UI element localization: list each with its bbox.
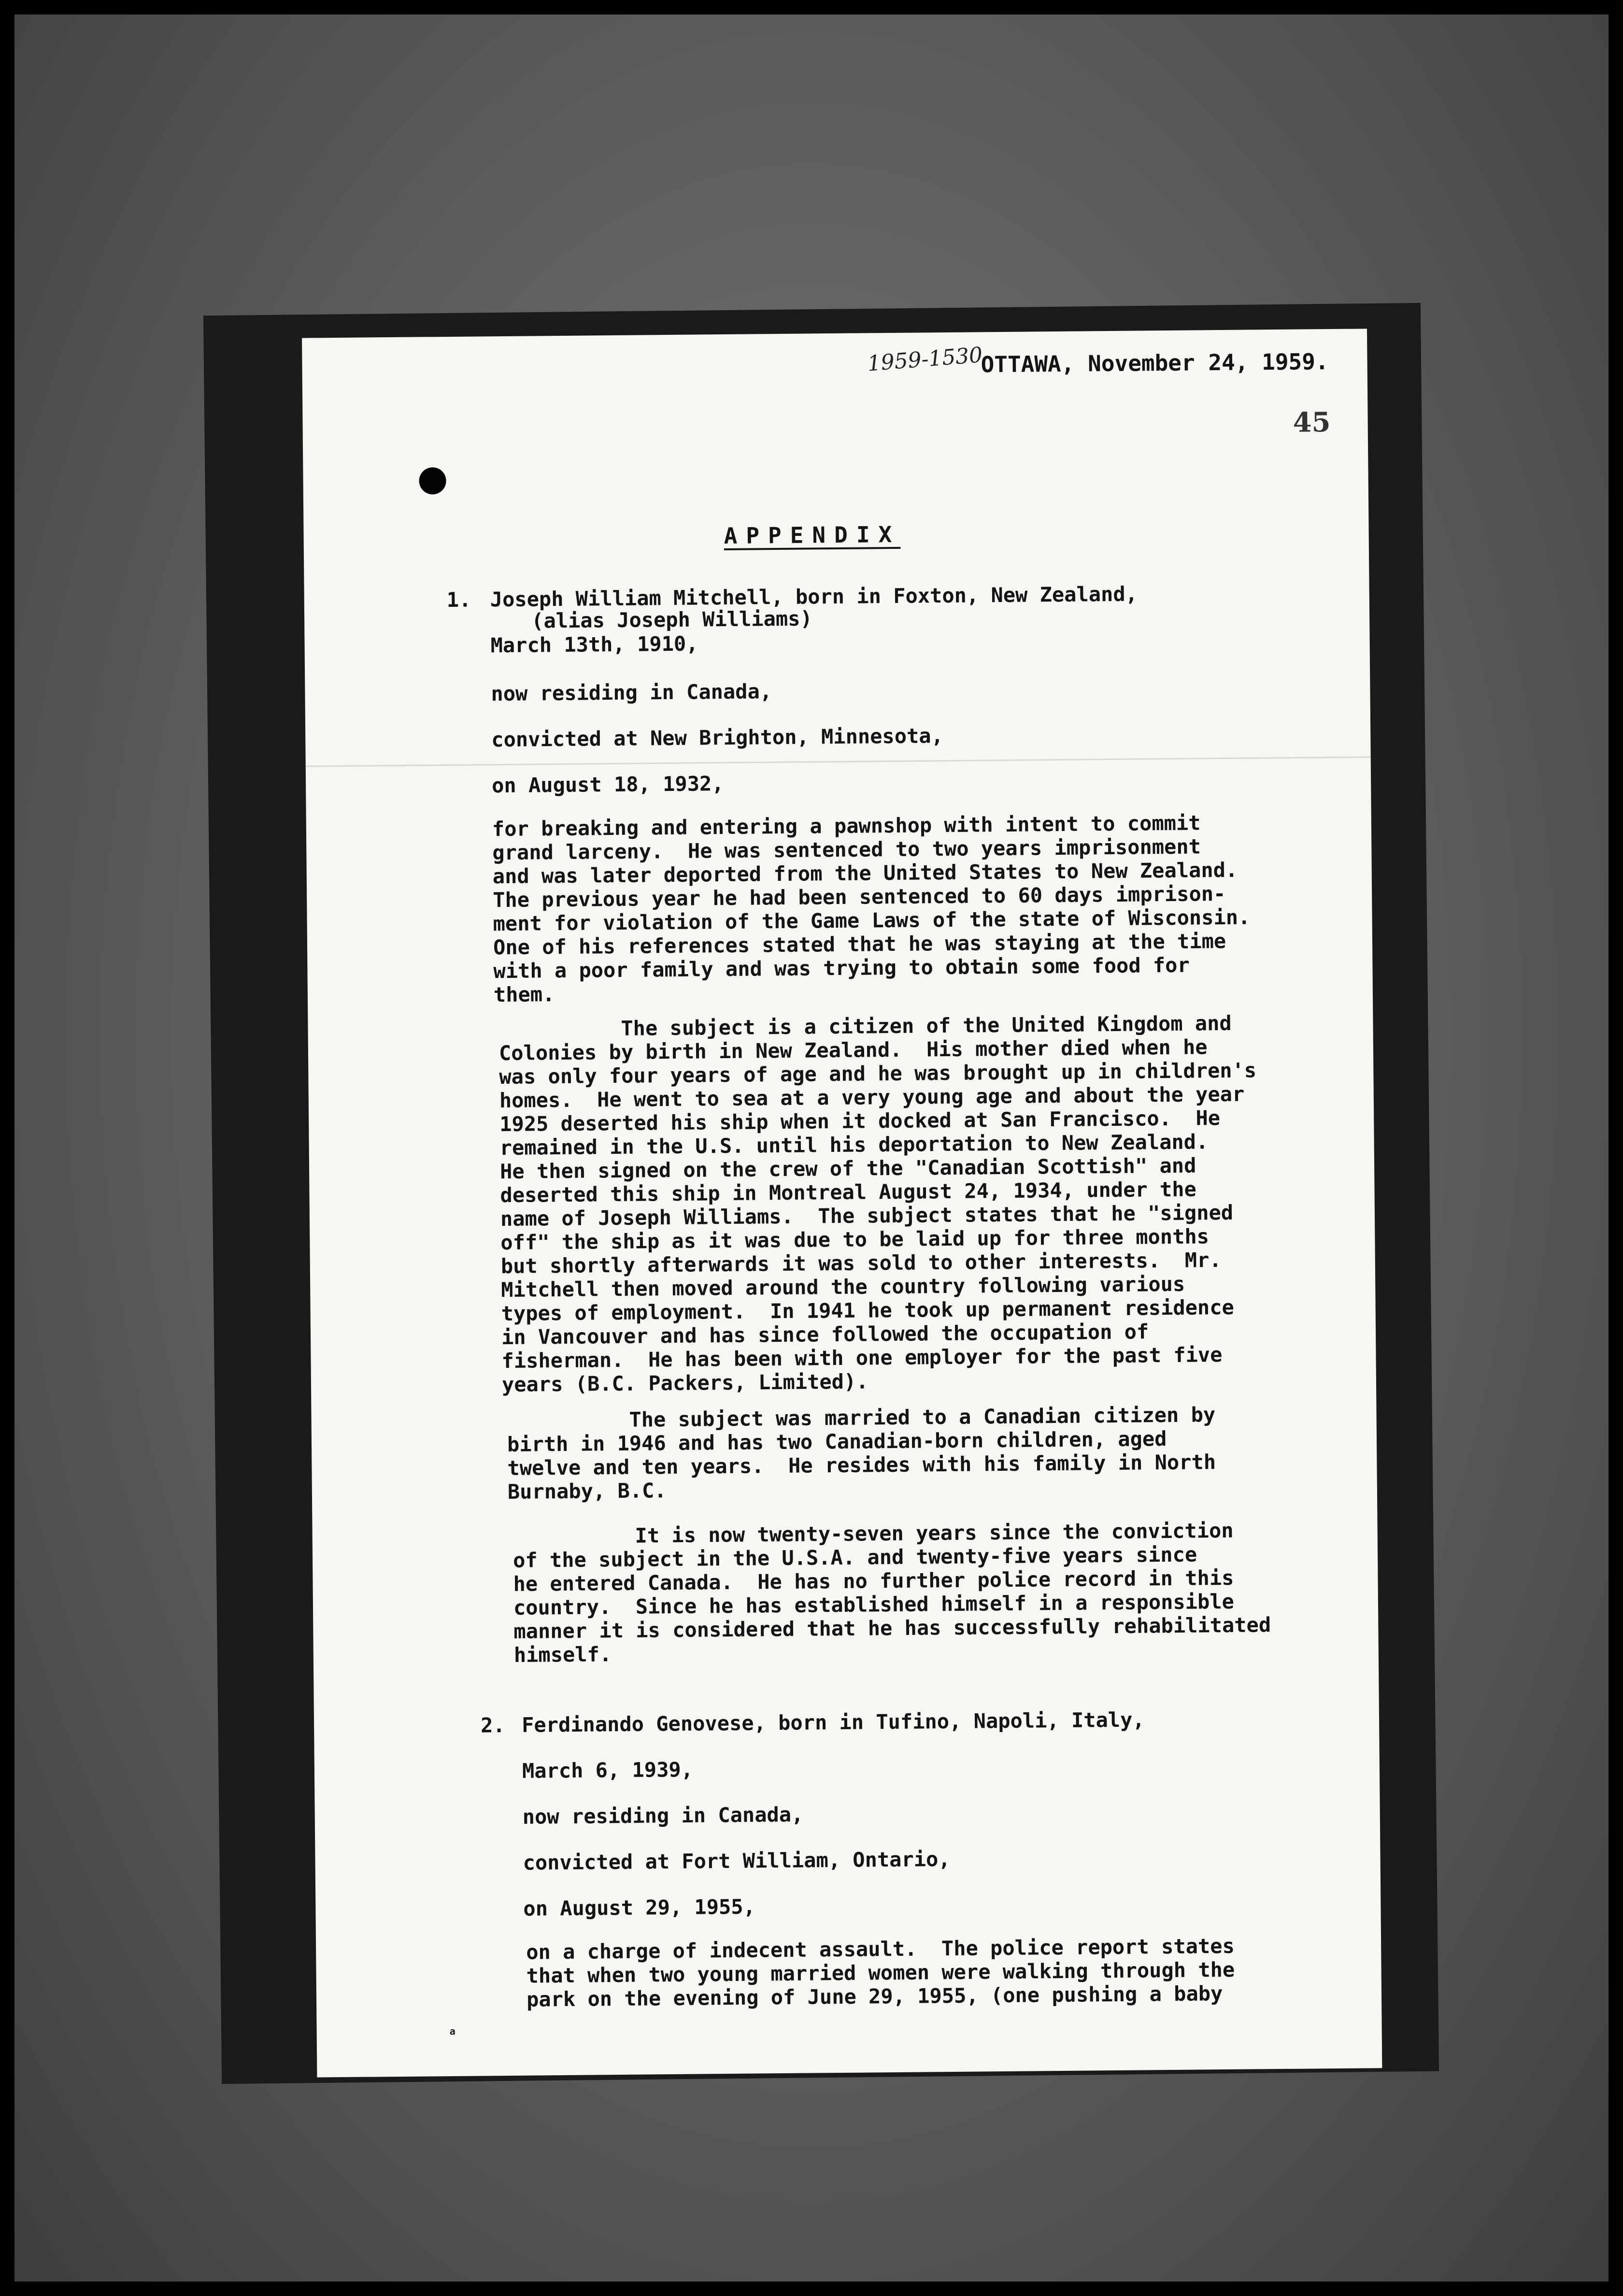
page-number: 45 bbox=[1293, 406, 1331, 439]
entry-2-name: Ferdinando Genovese, born in Tufino, Napoli, Italy, bbox=[521, 1708, 1145, 1737]
page-title: APPENDIX bbox=[724, 521, 901, 549]
punch-hole bbox=[419, 467, 446, 494]
entry-1-name: Joseph William Mitchell, born in Foxton, New Zealand, bbox=[490, 582, 1138, 612]
entry-2-birth-date: March 6, 1939, bbox=[522, 1757, 694, 1783]
dateline: OTTAWA, November 24, 1959. bbox=[981, 348, 1329, 378]
entry-2-date: on August 29, 1955, bbox=[523, 1894, 756, 1921]
fold-line bbox=[306, 756, 1371, 767]
entry-1-alias: (alias Joseph Williams) bbox=[531, 606, 812, 633]
entry-1-number: 1. bbox=[446, 588, 471, 612]
entry-2-paragraph-1: on a charge of indecent assault. The police report states that when two young married women were walking through the park on the evening of June 29, 1955, (one pushing a baby bbox=[526, 1934, 1235, 2011]
entry-2-conviction: convicted at Fort William, Ontario, bbox=[523, 1847, 951, 1875]
entry-2-number: 2. bbox=[480, 1713, 505, 1737]
entry-1-conviction: convicted at New Brighton, Minnesota, bbox=[491, 724, 944, 752]
entry-1-birth-date: March 13th, 1910, bbox=[490, 631, 698, 658]
entry-1-paragraph-2: The subject is a citizen of the United Kingdom and Colonies by birth in New Zealand. His mother died when he was only four years of age and he was brought up in children's homes. He went to sea at a very young age and about the year 1925 deserted his ship when it docked at San Francisco. He remained in the U.S. until his deportation to New Zealand. He then signed on the crew of the "Canadian Scottish" and deserted this ship in Montreal August 24, 1934, under the name of Joseph Williams. The subject states that he "signed off" the ship as it was due to be laid up for three months but shortly afterwards it was sold to other interests. Mr. Mitchell then moved around the country following various types of employment. In 1941 he took up permanent residence in Vancouver and has since followed the occupation of fisherman. He has been with one employer for the past five years (B.C. Packers, Limited). bbox=[498, 1011, 1257, 1397]
entry-1-paragraph-3: The subject was married to a Canadian citizen by birth in 1946 and has two Canadian-born children, aged twelve and ten years. He resides with his family in North Burnaby, B.C. bbox=[507, 1403, 1216, 1504]
document-page bbox=[302, 329, 1382, 2077]
entry-1-paragraph-1: for breaking and entering a pawnshop with intent to commit grand larceny. He was sentenced to two years imprisonment and was later deported from the United States to New Zealand. The previous year he had been sentenced to 60 days imprison- ment for violation of the Game Laws of the state of Wisconsin. One of his references stated that he was staying at the time with a poor family and was trying to obtain some food for them. bbox=[492, 811, 1251, 1007]
entry-1-date: on August 18, 1932, bbox=[491, 772, 724, 798]
entry-1-paragraph-4: It is now twenty-seven years since the conviction of the subject in the U.S.A. and twenty-five years since he entered Canada. He has no further police record in this country. Since he has established himself in a responsible manner it is considered that he has successfully rehabilitated himself. bbox=[513, 1518, 1271, 1667]
handwritten-reference: 1959-1530 bbox=[866, 343, 983, 376]
entry-1-residence: now residing in Canada, bbox=[491, 679, 772, 706]
entry-2-residence: now residing in Canada, bbox=[522, 1802, 804, 1829]
footer-mark: a bbox=[449, 2025, 456, 2038]
